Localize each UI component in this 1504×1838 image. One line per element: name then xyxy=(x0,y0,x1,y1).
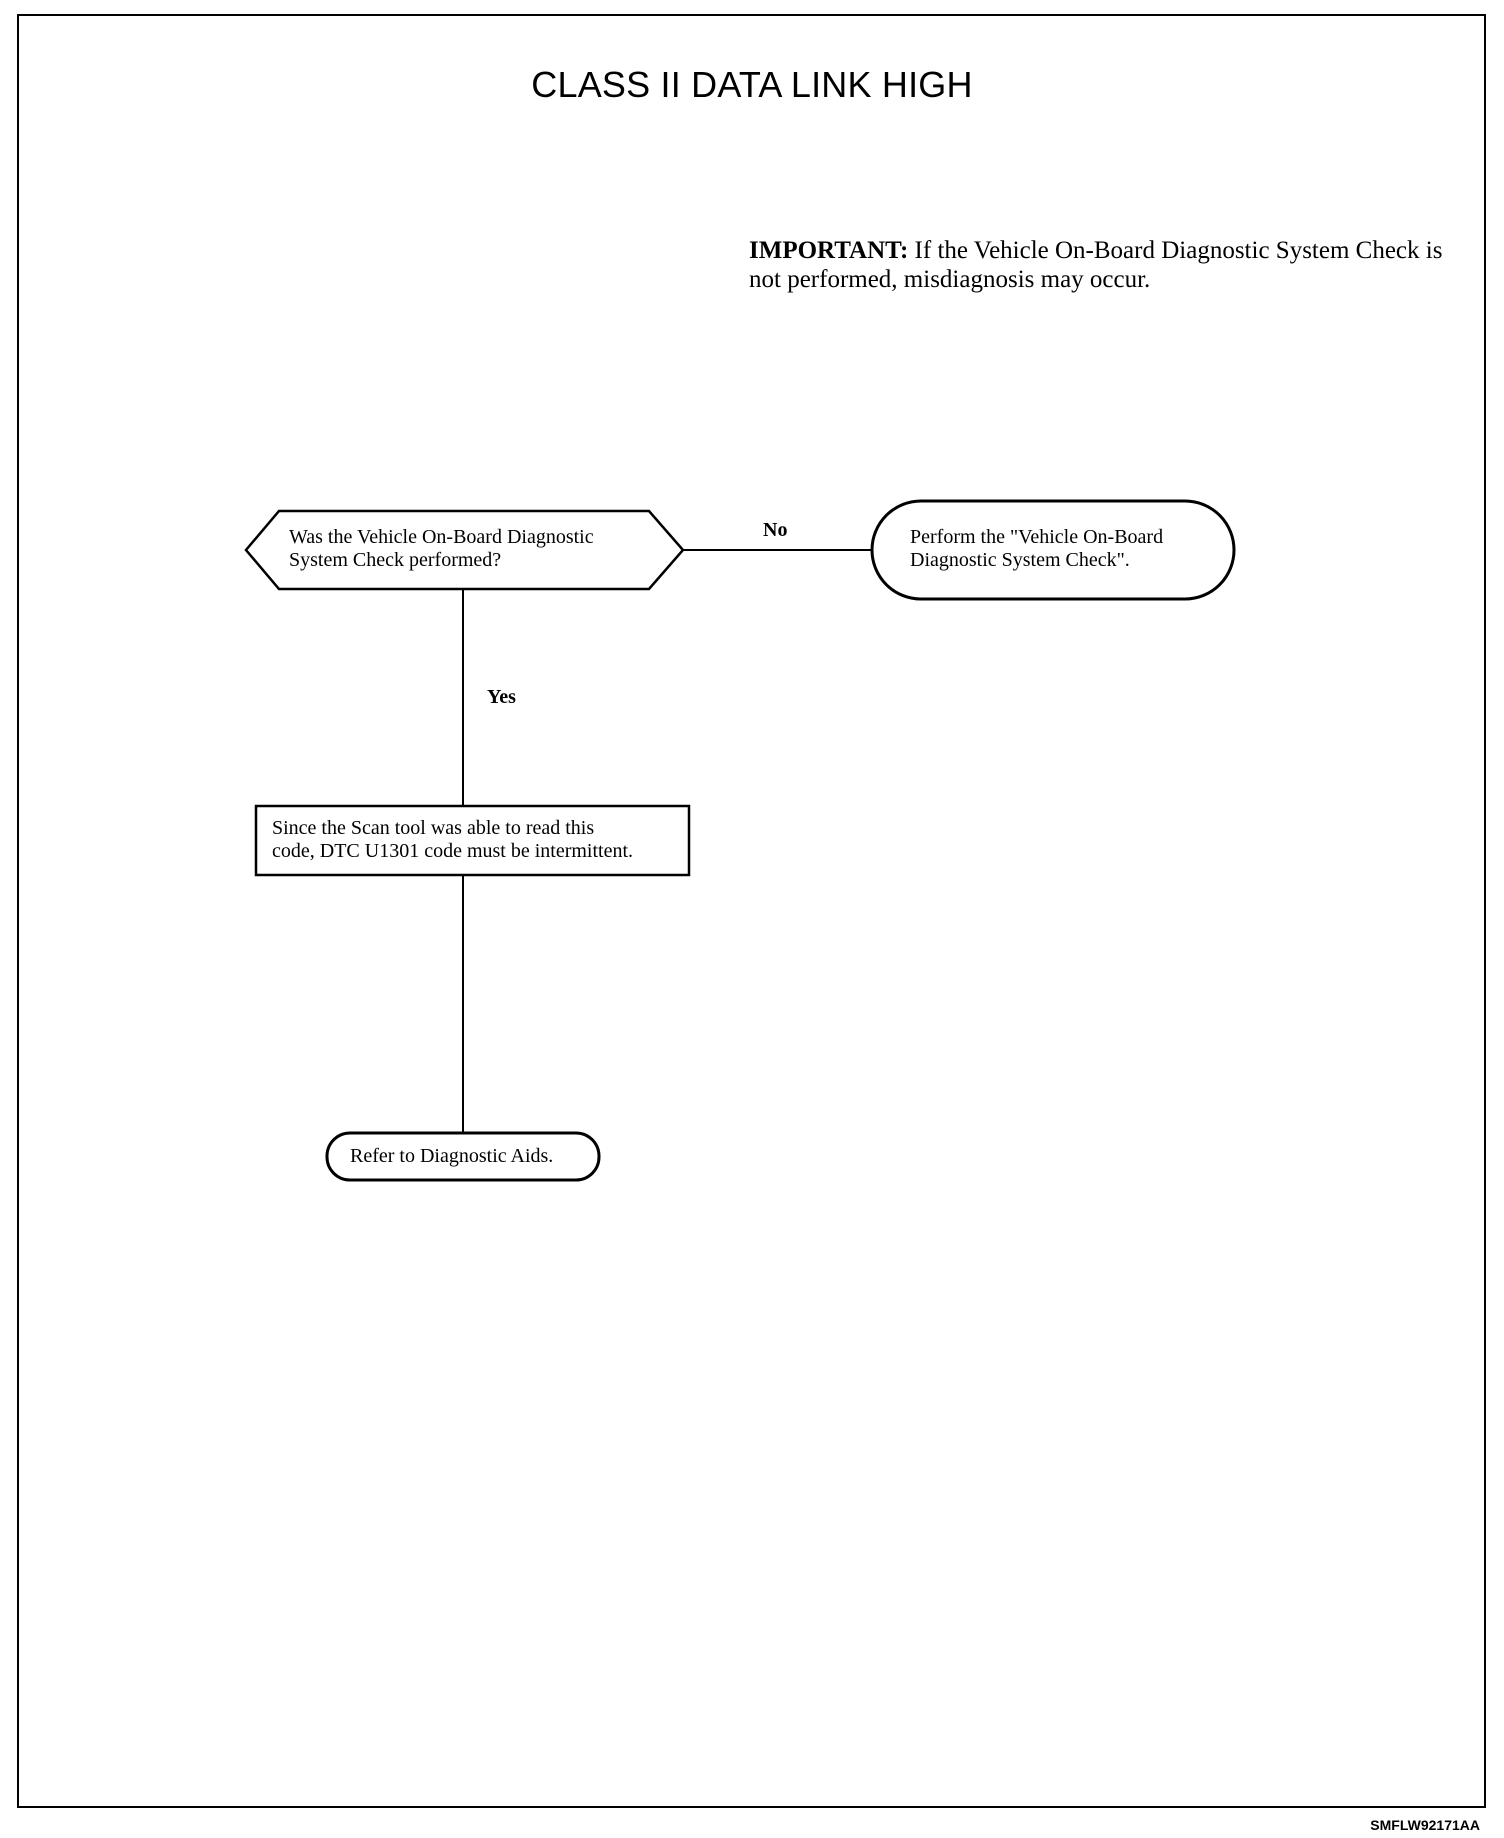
scan-tool-line-1: Since the Scan tool was able to read this xyxy=(272,817,595,839)
decision-line-2: System Check performed? xyxy=(289,549,502,571)
decision-text xyxy=(289,526,594,572)
important-text: If the Vehicle On-Board Diagnostic System Check is not performed, misdiagnosis may occur. xyxy=(749,237,1443,293)
page-title: CLASS II DATA LINK HIGH xyxy=(531,64,973,105)
document-code: SMFLW92171AA xyxy=(1370,1817,1480,1833)
perform-line-1: Perform the "Vehicle On-Board xyxy=(910,526,1164,548)
refer-line-1: Refer to Diagnostic Aids. xyxy=(350,1145,554,1167)
important-label: IMPORTANT: xyxy=(749,237,909,264)
edge-label-no: No xyxy=(763,519,788,541)
perform-line-2: Diagnostic System Check". xyxy=(910,549,1130,571)
decision-line-1: Was the Vehicle On-Board Diagnostic xyxy=(289,526,594,548)
edge-label-yes: Yes xyxy=(487,686,516,708)
scan-tool-line-2: code, DTC U1301 code must be intermittent. xyxy=(272,840,634,862)
scan-tool-text xyxy=(272,817,633,863)
refer-text xyxy=(350,1145,553,1168)
perform-check-text xyxy=(910,526,1163,572)
